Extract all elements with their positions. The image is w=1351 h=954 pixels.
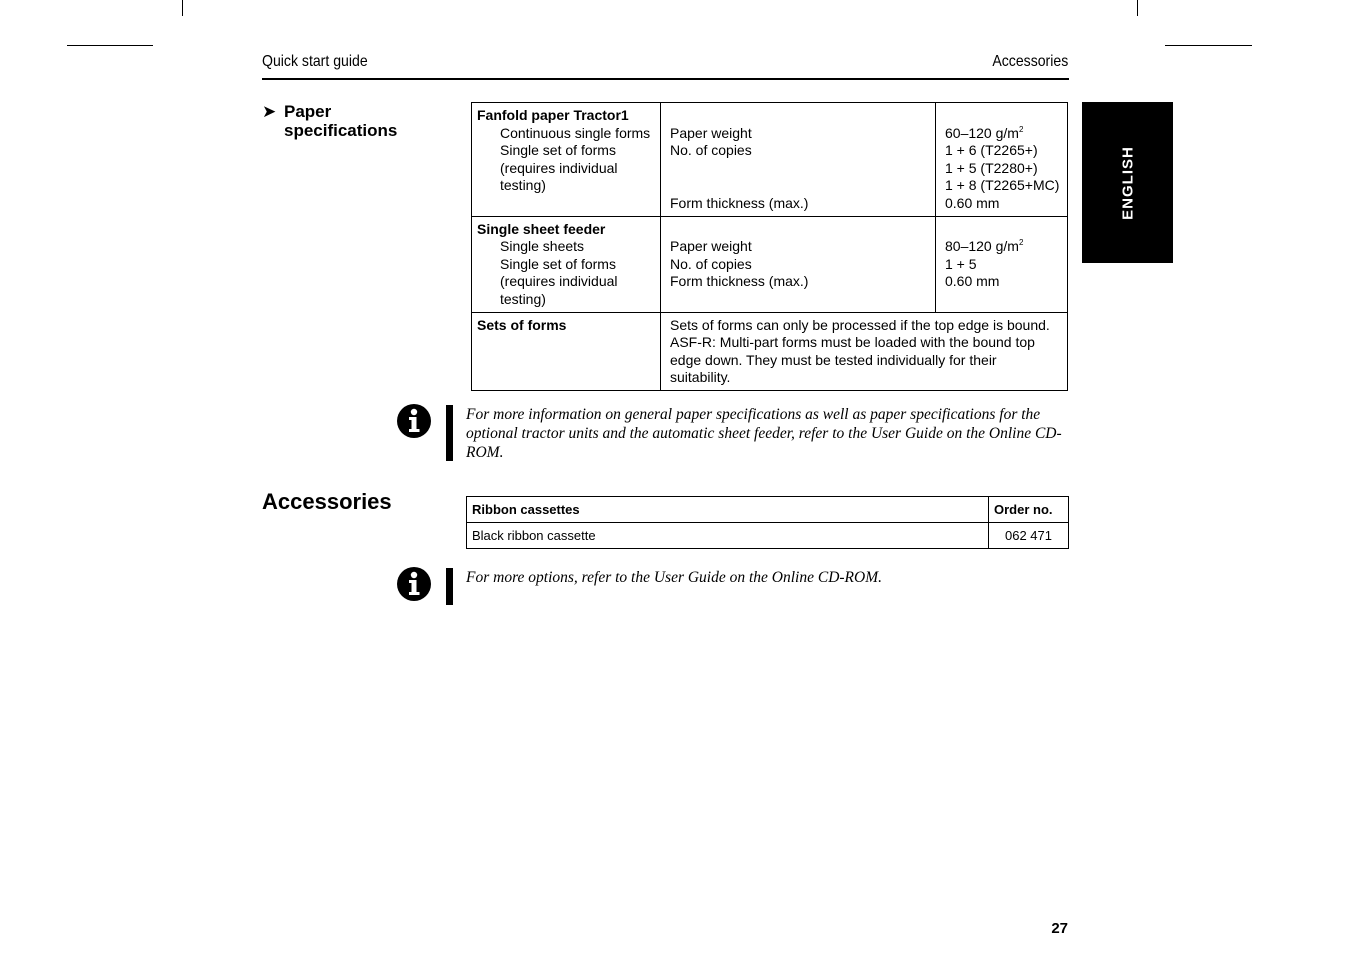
column-header-order: Order no.: [989, 497, 1069, 523]
param: Form thickness (max.): [670, 194, 809, 211]
param: No. of copies: [670, 142, 752, 159]
table-row: [472, 103, 1068, 217]
value: 60–120 g/m: [945, 124, 1019, 141]
running-header-right: Accessories: [992, 53, 1068, 70]
crop-mark: [182, 0, 183, 16]
param: No. of copies: [670, 255, 752, 272]
value: 80–120 g/m: [945, 238, 1019, 255]
language-tab-label: ENGLISH: [1119, 145, 1136, 220]
section-heading-paper-specifications: [262, 102, 397, 140]
item: testing): [500, 177, 546, 194]
paper-spec-table: [471, 102, 1068, 391]
table-row: [467, 523, 1069, 549]
param: Paper weight: [670, 124, 752, 141]
value: 1 + 5: [945, 255, 977, 272]
superscript: 2: [1018, 238, 1024, 248]
item: (requires individual: [500, 159, 618, 176]
table-row: [472, 312, 1068, 390]
info-icon: [397, 404, 431, 438]
header-rule: [262, 78, 1069, 80]
item: Single set of forms: [500, 255, 616, 272]
column-header-item: Ribbon cassettes: [467, 497, 989, 523]
row-title: Sets of forms: [477, 316, 567, 333]
item: testing): [500, 290, 546, 307]
item: Continuous single forms: [500, 124, 651, 141]
value: 1 + 5 (T2280+): [945, 159, 1038, 176]
row-title: Single sheet feeder: [477, 220, 606, 237]
table-cell: [661, 103, 936, 217]
table-row: [472, 216, 1068, 312]
page-number: 27: [1051, 920, 1068, 937]
item: Single sheets: [500, 238, 585, 255]
table-cell: [472, 103, 661, 217]
language-tab: [1082, 102, 1173, 263]
superscript: 2: [1018, 124, 1024, 134]
info-icon: [397, 567, 431, 601]
table-cell: [472, 216, 661, 312]
value: 0.60 mm: [945, 273, 1000, 290]
crop-mark: [67, 45, 153, 46]
note-text: For more options, refer to the User Guide on the Online CD-ROM.: [466, 569, 883, 586]
table-header-row: [467, 497, 1069, 523]
item-cell: Black ribbon cassette: [467, 523, 989, 549]
crop-mark: [1137, 0, 1138, 16]
note-bar: [446, 405, 453, 461]
table-cell: [936, 103, 1068, 217]
order-cell: 062 471: [989, 523, 1069, 549]
param: Form thickness (max.): [670, 273, 809, 290]
crop-mark: [1165, 45, 1252, 46]
row-title: Fanfold paper Tractor1: [477, 107, 629, 123]
param: Paper weight: [670, 238, 752, 255]
note-bar: [446, 568, 453, 605]
table-cell: [936, 216, 1068, 312]
heading-line: Paper: [284, 102, 332, 121]
value: 1 + 8 (T2265+MC): [945, 177, 1060, 194]
running-header-left: Quick start guide: [262, 53, 368, 70]
section-heading-accessories: Accessories: [262, 489, 392, 514]
note-text: For more information on general paper specifications as well as paper specifications for the optional tractor units and the automatic sheet feeder, refer to the User Guide on the Online CD-ROM.: [466, 406, 1062, 461]
heading-line: specifications: [284, 121, 398, 140]
table-cell: [661, 216, 936, 312]
accessories-table: [466, 496, 1069, 549]
value: 1 + 6 (T2265+): [945, 142, 1038, 159]
table-cell: [472, 312, 661, 390]
description: Sets of forms can only be processed if the top edge is bound. ASF-R: Multi-part forms must be loaded with the bound top edge down. They must be tested individually for their suitability.: [670, 316, 1050, 386]
table-cell: [661, 312, 1068, 390]
value: 0.60 mm: [945, 194, 1000, 211]
item: (requires individual: [500, 273, 618, 290]
item: Single set of forms: [500, 142, 616, 159]
arrow-icon: ➤: [262, 102, 277, 121]
